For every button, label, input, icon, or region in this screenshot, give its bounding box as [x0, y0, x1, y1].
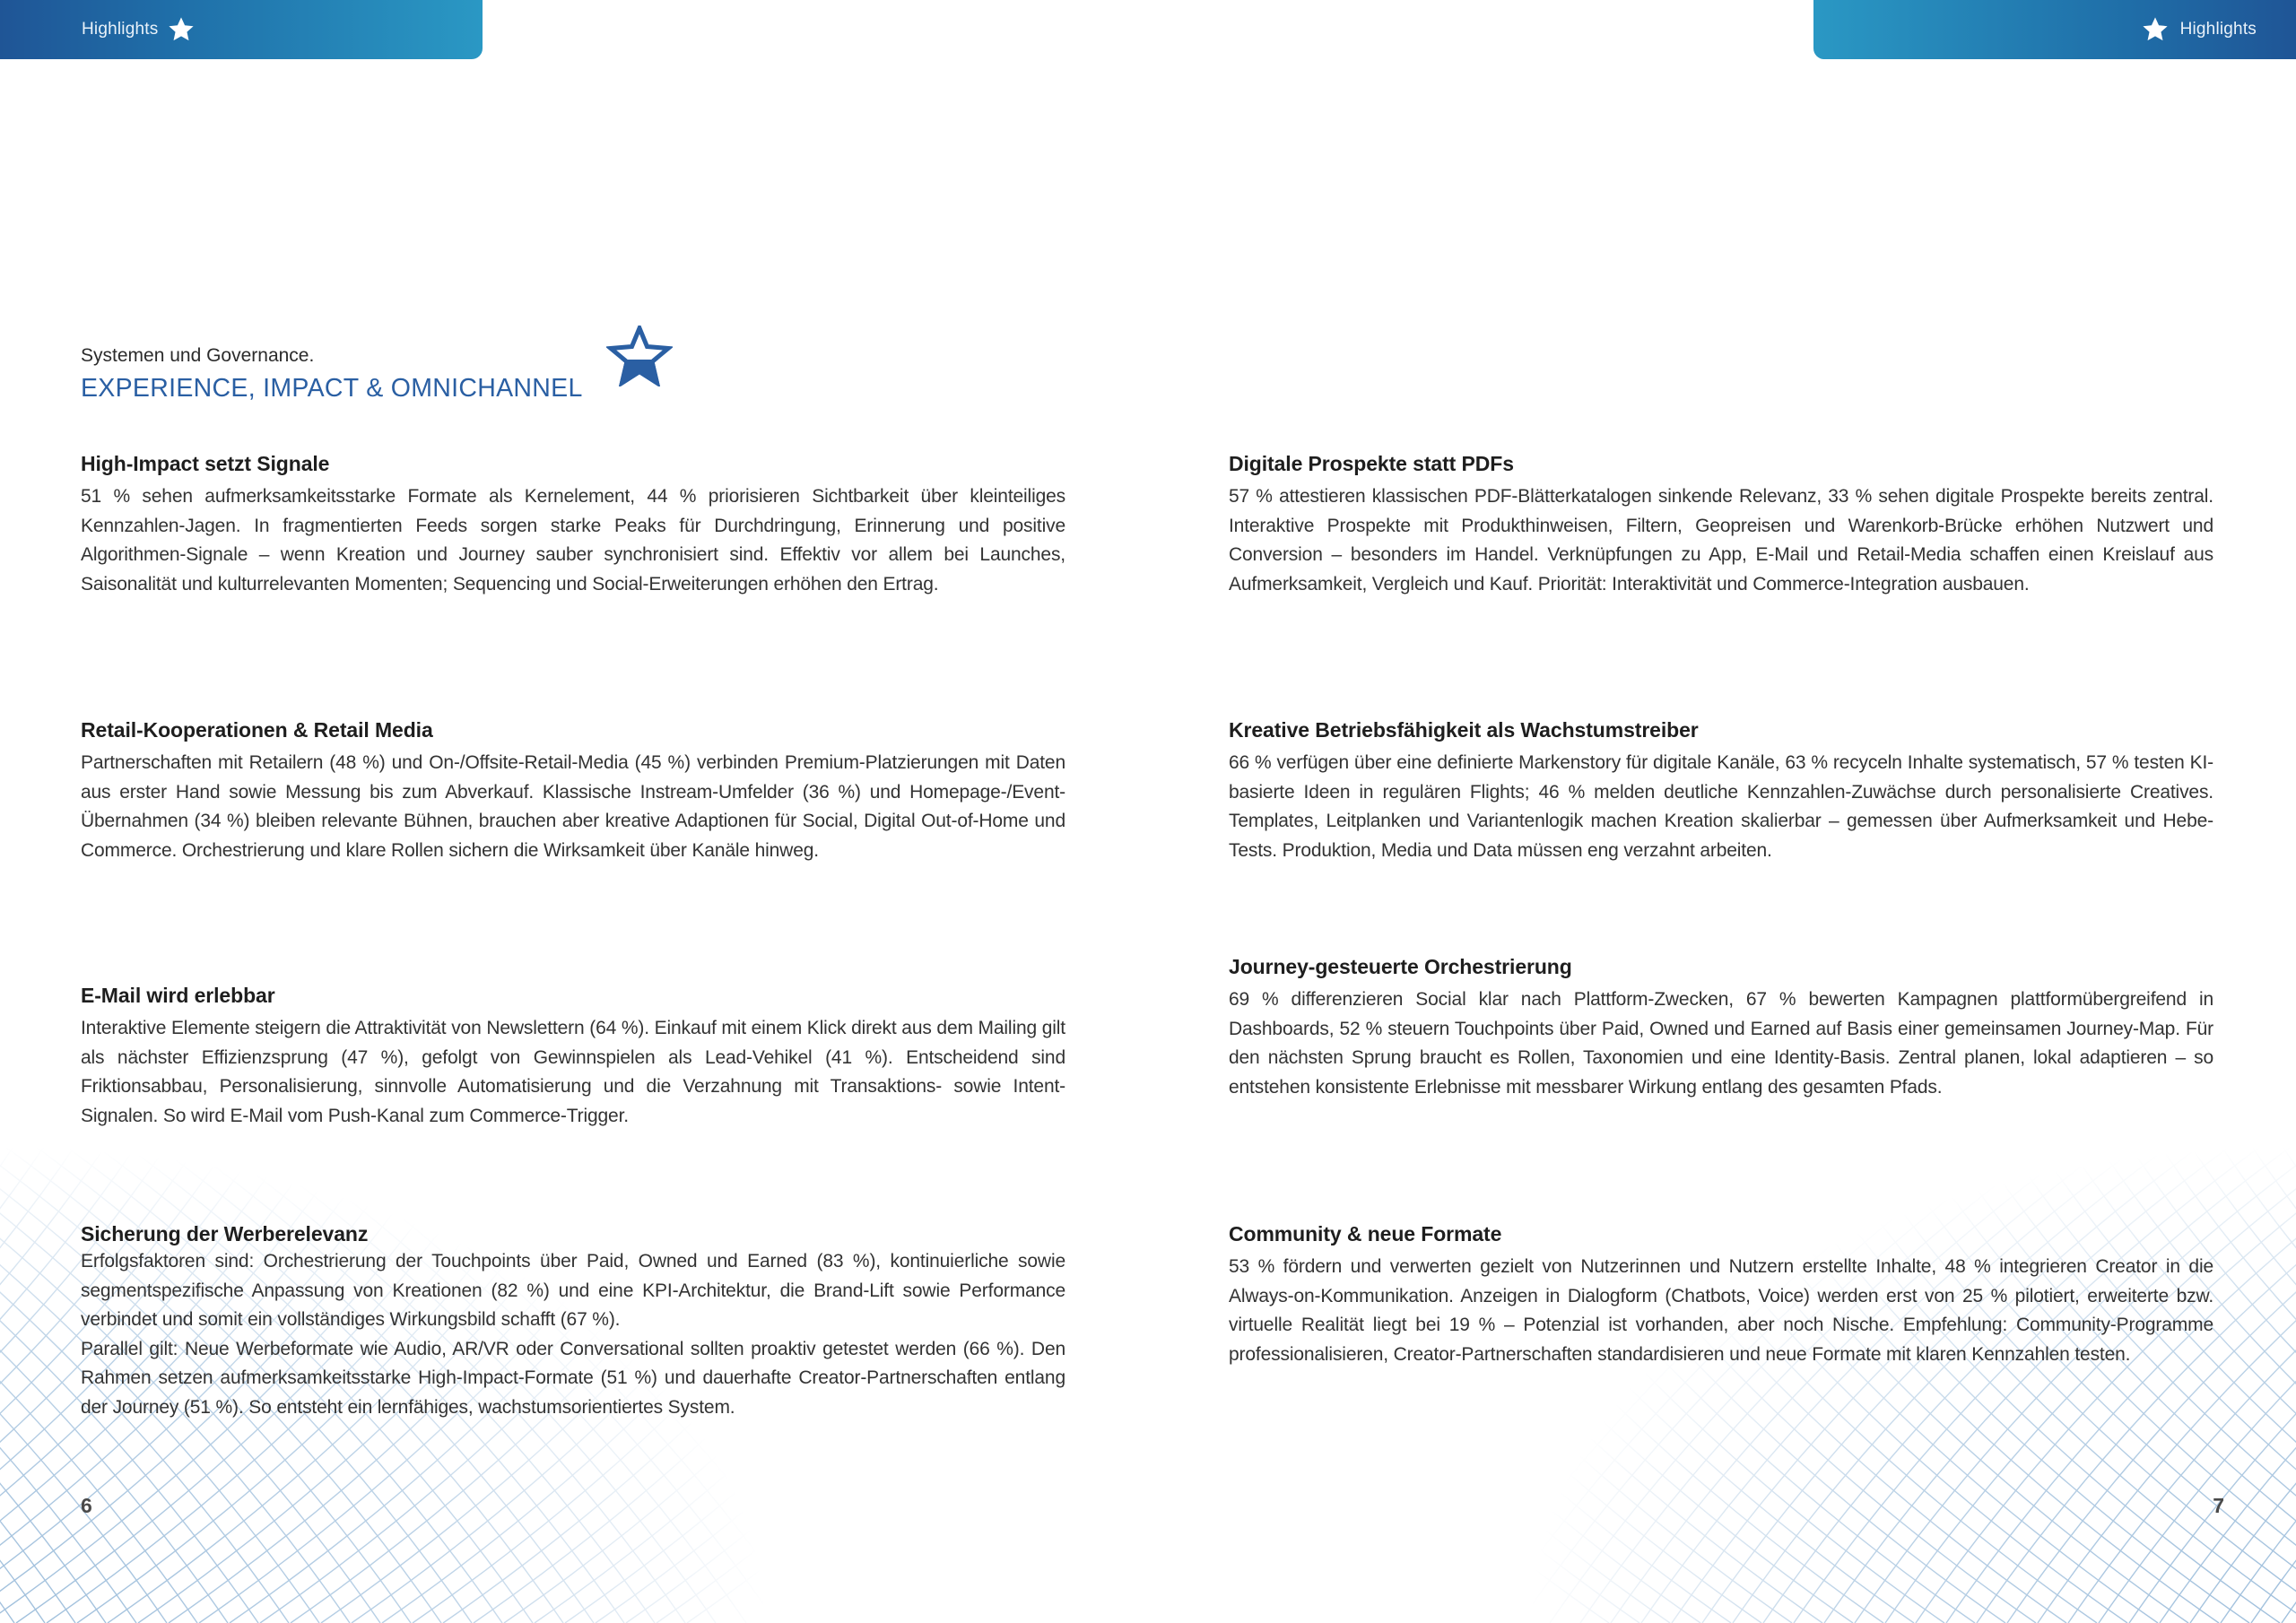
page-number-right: 7 — [2213, 1494, 2224, 1517]
chapter-title: EXPERIENCE, IMPACT & OMNICHANNEL — [81, 374, 583, 403]
star-icon — [167, 15, 196, 44]
section-high-impact — [81, 450, 1065, 599]
section-heading: Sicherung der Werberelevanz — [81, 1222, 369, 1245]
section-body: Erfolgsfaktoren sind: Orchestrierung der Touchpoints über Paid, Owned und Earned (83 %), kontinuierliche sowie segmentspezifische Anpassung von Kreationen (82 %) und eine KPI-Architektur, die Brand-Lift sowie Performance verbindet und somit ein vollständiges Wirkungsbild schafft (67 %). — [81, 1251, 1065, 1330]
section-digitale-prospekte — [1229, 450, 2213, 599]
mesh-pattern-right — [1489, 1121, 2296, 1623]
intro-subtitle: Systemen und Governance. — [81, 345, 315, 366]
section-body: 57 % attestieren klassischen PDF-Blätterkatalogen sinkende Relevanz, 33 % sehen digitale Prospekte bereits zentral. Interaktive Prospekte mit Produkthinweisen, Filtern, Geopreisen und Warenkorb-Brücke erhöhen Nutzwert und Conversion – besonders im Handel. Verknüpfungen zu App, E-Mail und Retail-Media schaffen einen Kreislauf aus Aufmerksamkeit, Vergleich und Kauf. Priorität: Interaktivität und Commerce-Integration ausbauen. — [1229, 486, 2213, 595]
section-body: 53 % fördern und verwerten gezielt von Nutzerinnen und Nutzern erstellte Inhalte, 48 % integrieren Creator in die Always-on-Kommunikation. Anzeigen in Dialogform (Chatbots, Voice) werden erst von 25 % pilotiert, erweiterte bzw. virtuelle Realität liegt bei 19 % – Potenzial ist vorhanden, aber noch Nische. Empfehlung: Community-Programme professionalisieren, Creator-Partnerschaften standardisieren und neue Formate mit klaren Kennzahlen testen. — [1229, 1256, 2213, 1365]
header-tab-right — [1813, 0, 2296, 59]
section-heading: Community & neue Formate — [1229, 1222, 1502, 1245]
section-body: 66 % verfügen über eine definierte Markenstory für digitale Kanäle, 63 % recyceln Inhalte systematisch, 57 % testen KI-basierte Ideen in regulären Flights; 46 % melden deutliche Kennzahlen-Zuwächse durch personalisierte Creatives. Templates, Leitplanken und Variantenlogik machen Kreation skalierbar – gemessen über Aufmerksamkeit und Hebe-Tests. Produktion, Media und Data müssen eng verzahnt arbeiten. — [1229, 752, 2213, 861]
section-heading: Journey-gesteuerte Orchestrierung — [1229, 955, 1572, 978]
star-icon — [2141, 15, 2170, 44]
section-heading: E-Mail wird erlebbar — [81, 984, 275, 1007]
section-community — [1229, 1220, 2213, 1369]
section-retail — [81, 716, 1065, 865]
section-body: Partnerschaften mit Retailern (48 %) und On-/Offsite-Retail-Media (45 %) verbinden Premium-Platzierungen mit Daten aus erster Hand sowie Messung bis zum Abverkauf. Klassische Instream-Umfelder (36 %) und Homepage-/Event-Übernahmen (34 %) bleiben relevante Bühnen, brauchen aber kreative Adaptionen für Social, Digital Out-of-Home und Commerce. Orchestrierung und klare Rollen sichern die Wirksamkeit über Kanäle hinweg. — [81, 752, 1065, 861]
chapter-intro — [81, 343, 583, 405]
header-tab-left — [0, 0, 483, 59]
section-heading: Retail-Kooperationen & Retail Media — [81, 718, 433, 742]
half-filled-star-icon — [606, 325, 673, 386]
section-body: 69 % differenzieren Social klar nach Plattform-Zwecken, 67 % bewerten Kampagnen plattformübergreifend in Dashboards, 52 % steuern Touchpoints über Paid, Owned und Earned auf Basis einer gemeinsamen Journey-Map. Für den nächsten Sprung braucht es Rollen, Taxonomien und eine Identity-Basis. Zentral planen, lokal adaptieren – so entstehen konsistente Erlebnisse mit messbarer Wirkung entlang des gesamten Pfads. — [1229, 989, 2213, 1098]
section-heading: Kreative Betriebsfähigkeit als Wachstumstreiber — [1229, 718, 1699, 742]
section-heading: High-Impact setzt Signale — [81, 452, 330, 475]
header-tab-label: Highlights — [2179, 20, 2257, 39]
section-body: Interaktive Elemente steigern die Attraktivität von Newslettern (64 %). Einkauf mit einem Klick direkt aus dem Mailing gilt als nächster Effizienzsprung (47 %), gefolgt von Gewinnspielen als Lead-Vehikel (41 %). Entscheidend sind Friktionsabbau, Personalisierung, sinnvolle Automatisierung und die Verzahnung mit Transaktions- sowie Intent-Signalen. So wird E-Mail vom Push-Kanal zum Commerce-Trigger. — [81, 1018, 1065, 1126]
section-body: Parallel gilt: Neue Werbeformate wie Audio, AR/VR oder Conversational sollten proaktiv getestet werden (66 %). Den Rahmen setzen aufmerksamkeitsstarke High-Impact-Formate (51 %) und dauerhafte Creator-Partnerschaften entlang der Journey (51 %). So entsteht ein lernfähiges, wachstumsorientiertes System. — [81, 1338, 1065, 1418]
section-kreative-betriebsfaehigkeit — [1229, 716, 2213, 865]
section-journey — [1229, 953, 2213, 1102]
section-heading: Digitale Prospekte statt PDFs — [1229, 452, 1514, 475]
section-body: 51 % sehen aufmerksamkeitsstarke Formate als Kernelement, 44 % priorisieren Sichtbarkeit über kleinteiliges Kennzahlen-Jagen. In fragmentierten Feeds sorgen starke Peaks für Durchdringung, Erinnerung und positive Algorithmen-Signale – wenn Kreation und Journey sauber synchronisiert sind. Effektiv vor allem bei Launches, Saisonalität und kulturrelevanten Momenten; Sequencing und Social-Erweiterungen erhöhen den Ertrag. — [81, 486, 1065, 595]
section-werberelevanz — [81, 1220, 1065, 1422]
header-tab-label: Highlights — [82, 20, 159, 39]
section-email — [81, 982, 1065, 1131]
page-number-left: 6 — [81, 1494, 92, 1517]
